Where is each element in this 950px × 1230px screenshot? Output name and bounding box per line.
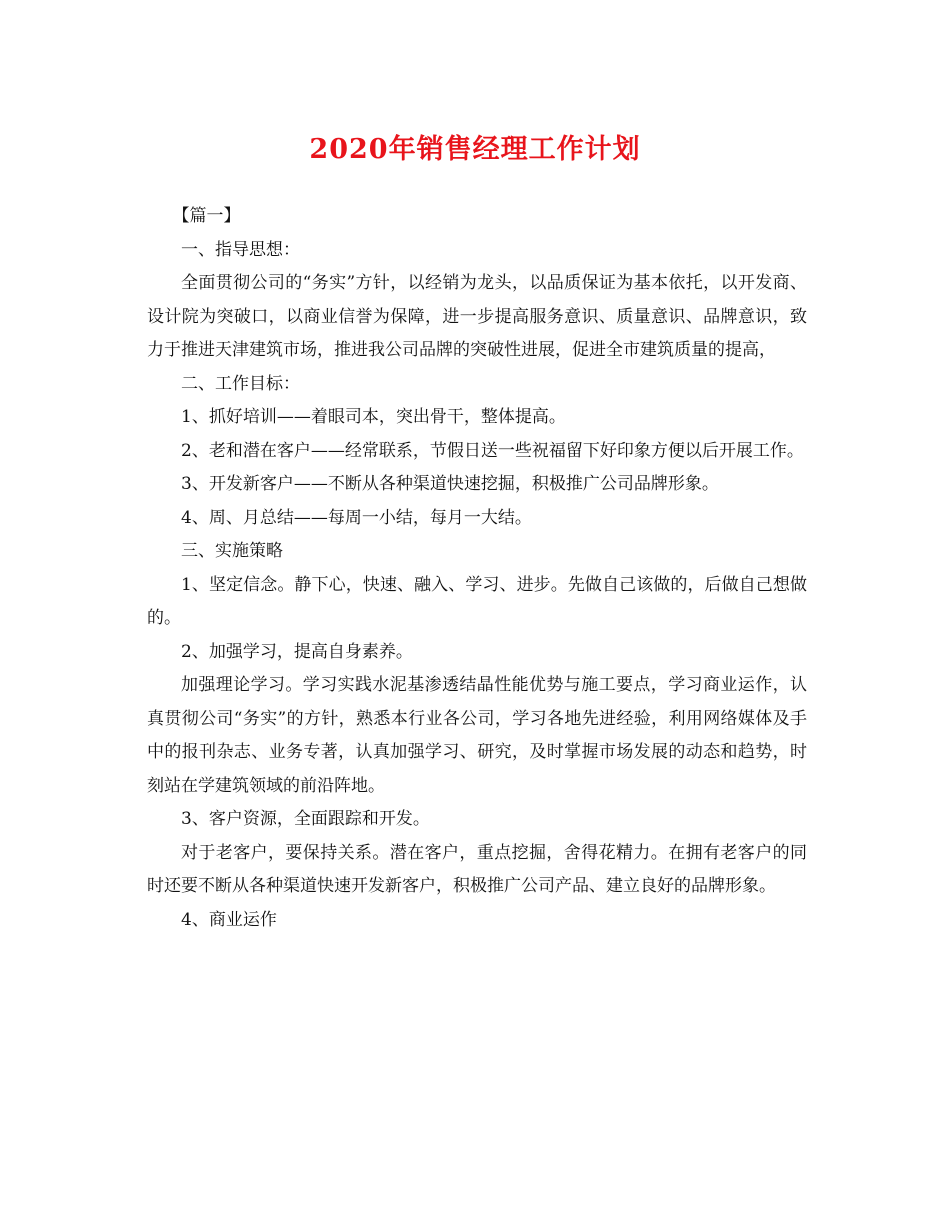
strategy-item-4: 4、商业运作: [181, 909, 277, 930]
document-body: [147, 200, 807, 937]
paragraph-study: 加强理论学习。学习实践水泥基渗透结晶性能优势与施工要点，学习商业运作，认真贯彻公司“务实”的方针，熟悉本行业各公司，学习各地先进经验，利用网络媒体及手中的报刊杂志、业务专著，认真加强学习、研究，及时掌握市场发展的动态和趋势，时刻站在学建筑领域的前沿阵地。: [147, 675, 807, 796]
strategy-item-1: 1、坚定信念。静下心，快速、融入、学习、进步。先做自己该做的，后做自己想做的。: [147, 574, 807, 628]
document-title: 2020年销售经理工作计划: [309, 134, 641, 165]
goal-item-4: 4、周、月总结——每周一小结，每月一大结。: [181, 507, 532, 528]
heading-work-goals: 二、工作目标：: [181, 373, 300, 394]
goal-item-1: 1、抓好培训——着眼司本，突出骨干，整体提高。: [181, 407, 566, 427]
goal-item-3: 3、开发新客户——不断从各种渠道快速挖掘，积极推广公司品牌形象。: [181, 474, 719, 494]
section-label: 【篇一】: [172, 206, 241, 226]
paragraph-customers: 对于老客户，要保持关系。潜在客户，重点挖掘，舍得花精力。在拥有老客户的同时还要不断从各种渠道快速开发新客户，积极推广公司产品、建立良好的品牌形象。: [147, 842, 807, 896]
goal-item-2: 2、老和潜在客户——经常联系，节假日送一些祝福留下好印象方便以后开展工作。: [181, 440, 804, 461]
heading-strategies: 三、实施策略: [181, 541, 283, 561]
strategy-item-3: 3、客户资源，全面跟踪和开发。: [181, 809, 430, 829]
strategy-item-2: 2、加强学习，提高自身素养。: [181, 641, 413, 662]
heading-guiding-ideology: 一、指导思想：: [181, 239, 300, 260]
paragraph-guiding-ideology: 全面贯彻公司的“务实”方针，以经销为龙头，以品质保证为基本依托，以开发商、设计院为突破口，以商业信誉为保障，进一步提高服务意识、质量意识、品牌意识，致力于推进天津建筑市场，推进我公司品牌的突破性进展，促进全市建筑质量的提高，: [147, 273, 807, 360]
